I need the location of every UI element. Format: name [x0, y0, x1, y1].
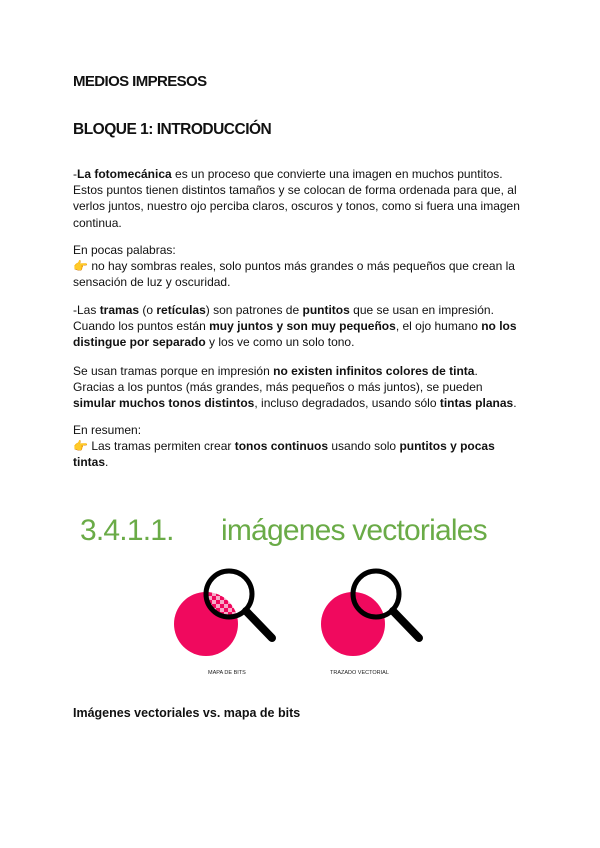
- pointing-hand-icon: 👉: [73, 259, 88, 274]
- section-title: imágenes vectoriales: [221, 514, 487, 547]
- vector-label: TRAZADO VECTORIAL: [330, 670, 389, 676]
- bitmap-label: MAPA DE BITS: [208, 670, 246, 676]
- section-number: 3.4.1.1.: [80, 514, 174, 547]
- bitmap-magnifier-icon: [174, 570, 272, 656]
- section-heading: [80, 514, 487, 548]
- paragraph-en-resumen: En resumen: 👉 Las tramas permiten crear tonos continuos usando solo puntitos y pocas tintas.: [73, 423, 495, 470]
- magnifier-illustration: [160, 560, 450, 685]
- vector-vs-bitmap-figure: [160, 560, 450, 685]
- paragraph-por-que-tramas: Se usan tramas porque en impresión no existen infinitos colores de tinta. Gracias a los puntos (más grandes, más pequeños o más juntos), se pueden simular muchos tonos distintos, incluso degradados, usando sólo tintas planas.: [73, 364, 517, 411]
- figure-caption: Imágenes vectoriales vs. mapa de bits: [73, 706, 301, 720]
- paragraph-tramas: -Las tramas (o retículas) son patrones de puntitos que se usan en impresión. Cuando los puntos están muy juntos y son muy pequeños, el ojo humano no los distingue por separado y los ve como un solo tono.: [73, 303, 517, 350]
- document-title: MEDIOS IMPRESOS: [73, 73, 207, 90]
- pointing-hand-icon: 👉: [73, 439, 88, 454]
- paragraph-en-pocas-palabras: En pocas palabras: 👉 no hay sombras reales, solo puntos más grandes o más pequeños que crean la sensación de luz y oscuridad.: [73, 243, 515, 290]
- document-subtitle: BLOQUE 1: INTRODUCCIÓN: [73, 121, 272, 138]
- vector-magnifier-icon: [321, 570, 419, 656]
- paragraph-fotomecanica: -La fotomecánica es un proceso que convierte una imagen en muchos puntitos. Estos puntos tienen distintos tamaños y se colocan de forma ordenada para que, al verlos juntos, nuestro ojo perciba claros, oscuros y tonos, como si fuera una imagen continua.: [73, 167, 520, 230]
